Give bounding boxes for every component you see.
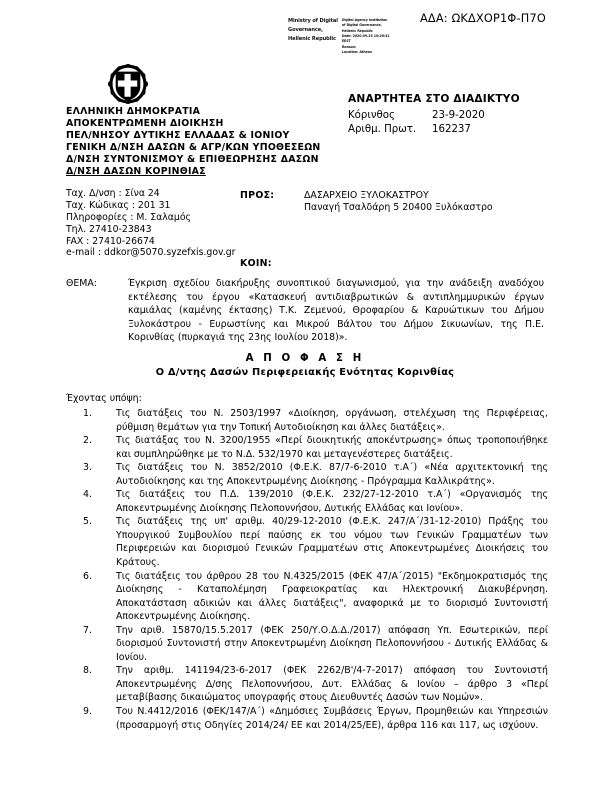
recipient-label: ΠΡΟΣ:	[240, 190, 275, 201]
signature-detail-line: EEST	[341, 39, 351, 44]
subject-block	[66, 277, 544, 345]
signature-authority-line: Ministry of Digital	[288, 18, 338, 24]
signature-detail-line: Hellenic Republic	[341, 28, 373, 33]
subject-label: ΘΕΜΑ:	[66, 278, 97, 289]
clause-text: Την αριθ. 15870/15.5.2017 (ΦΕΚ 250/Υ.Ο.Δ.Δ./2017) απόφαση Υπ. Εσωτερικών, περί διορισμού Συντονιστή στην Αποκεντρωμένη Διοίκηση Πελοποννήσου - Δυτικής Ελλάδας & Ιονίου.	[116, 624, 548, 663]
contact-phone: Τηλ. 27410-23843	[66, 223, 152, 235]
clause-number: 3.	[83, 462, 92, 474]
signature-detail-line: Digital Agency Institution	[341, 18, 388, 22]
signature-detail-lines	[342, 17, 390, 55]
contact-email: e-mail : ddkor@5070.syzefxis.gov.gr	[66, 247, 236, 259]
clause-text: Τις διατάξας του Ν. 3200/1955 «Περί διοικητικής αποκέντρωσης» όπως τροποποιήθηκε και συμπληρώθηκε με το Ν.Δ. 532/1970 και μεταγενέστερες διατάξεις.	[116, 435, 548, 460]
preamble-text: Έχοντας υπόψη:	[66, 393, 142, 404]
organisation-unit: Δ/ΝΣΗ ΔΑΣΩΝ ΚΟΡΙΝΘΙΑΣ	[66, 166, 206, 178]
cc-label: ΚΟΙΝ:	[240, 258, 272, 269]
clause-text: Τις διατάξεις του Π.Δ. 139/2010 (Φ.Ε.Κ. 232/27-12-2010 τ.Α΄) «Οργανισμός της Αποκεντρωμένης Διοίκησης Πελοποννήσου, Δυτικής Ελλάδας και Ιονίου».	[116, 489, 548, 514]
signature-authority-line: Governance,	[288, 26, 323, 33]
clause-item	[66, 515, 548, 569]
publication-place-label: Κόρινθος	[348, 109, 395, 121]
signature-detail-line: Date: 2020.09.23 10:26:31	[341, 33, 390, 38]
organisation-line: ΕΛΛΗΝΙΚΗ ΔΗΜΟΚΡΑΤΙΑ	[66, 106, 201, 117]
clause-number: 7.	[83, 624, 92, 636]
clause-item	[66, 407, 548, 434]
clause-item	[66, 664, 548, 705]
clause-number: 1.	[83, 408, 92, 419]
clause-text: Τις διατάξεις του Ν. 2503/1997 «Διοίκηση, οργάνωση, στελέχωση της Περιφέρειας, ρύθμιση θεμάτων για την Τοπική Αυτοδιοίκηση και άλλες διατάξεις».	[116, 408, 548, 433]
organisation-line: ΠΕΛ/ΝΗΣΟΥ ΔΥΤΙΚΗΣ ΕΛΛΑΔΑΣ & ΙΟΝΙΟΥ	[66, 130, 290, 142]
publication-title: ΑΝΑΡΤΗΤΕΑ ΣΤΟ ΔΙΑΔΙΚΤΥΟ	[348, 93, 520, 105]
clause-item	[66, 705, 548, 732]
organisation-line: ΑΠΟΚΕΝΤΡΩΜΕΝΗ ΔΙΟΙΚΗΣΗ	[66, 118, 224, 130]
decision-heading	[66, 353, 544, 378]
protocol-number: 162237	[432, 124, 471, 135]
protocol-label: Αριθμ. Πρωτ.	[348, 124, 417, 135]
clause-list	[66, 407, 548, 732]
publication-date: 23-9-2020	[432, 109, 485, 121]
clause-text: Την αριθμ. 141194/23-6-2017 (ΦΕΚ 2262/Β'/4-7-2017) απόφαση του Συντονιστή Αποκεντρωμένης Δ/σης Πελοποννήσου, Δυτ. Ελλάδας & Ιονίου – άρθρο 3 «Περί μεταβίβασης δικαιώματος υπογραφής στους Διευθυντές Δασών των Νομών».	[116, 665, 548, 704]
clause-item	[66, 624, 548, 665]
publication-protocol-row	[348, 123, 604, 138]
recipient-address: Παναγή Τσαλδάρη 5 20400 Ξυλόκαστρο	[304, 202, 493, 214]
recipient-lines	[304, 190, 493, 214]
document-top-row	[0, 12, 612, 66]
contact-fax: FAX : 27410-26674	[66, 235, 155, 247]
signature-detail-line: Location: Athens	[341, 49, 372, 54]
clause-number: 8.	[83, 665, 92, 677]
clause-number: 4.	[83, 489, 92, 501]
contact-info-officer: Πληροφορίες : Μ. Σαλαμός	[66, 211, 191, 223]
contact-postcode: Ταχ. Κώδικας : 201 31	[66, 199, 171, 211]
clause-number: 6.	[83, 570, 92, 582]
clause-text: Του Ν.4412/2016 (ΦΕΚ/147/Α΄) «Δημόσιες Συμβάσεις Έργων, Προμηθειών και Υπηρεσιών (προσαρμογή στις Οδηγίες 2014/24/ ΕΕ και 2014/25/ΕΕ), άρθρα 116 και 117, ως ισχύουν.	[116, 706, 548, 731]
contact-address: Ταχ. Δ/νση : Σίνα 24	[66, 188, 160, 199]
organisation-line: ΓΕΝΙΚΗ Δ/ΝΣΗ ΔΑΣΩΝ & ΑΓΡ/ΚΩΝ ΥΠΟΘΕΣΕΩΝ	[66, 142, 321, 154]
clause-text: Τις διατάξεις του άρθρου 28 του Ν.4325/2015 (ΦΕΚ 47/Α΄/2015) "Εκδημοκρατισμός της Διοίκησης - Καταπολέμηση Γραφειοκρατίας και Ηλεκτρονική Διακυβέρνηση. Αποκατάσταση αδικιών και άλλες διατάξεις", αναφορικά με το διορισμό Συντονιστή Αποκεντρωμένης Διοίκησης.	[116, 570, 548, 623]
publication-place-row	[348, 109, 604, 124]
signature-authority-line: Hellenic Republic	[288, 35, 336, 42]
clause-item	[66, 434, 548, 461]
clause-item	[66, 461, 548, 488]
signature-detail-line: of Digital Governance,	[341, 23, 382, 28]
subject-text: Έγκριση σχεδίου διακήρυξης συνοπτικού διαγωνισμού, για την ανάδειξη αναδόχου εκτέλεσης του έργου «Κατασκευή αντιδιαβρωτικών & αντιπλημμυρικών έργων καμιάλας (καμένης έκτασης) Τ.Κ. Ζεμενού, Θροφαρίου & Καρυώτικων του Δήμου Ξυλοκάστρου - Ευρωστίνης και Μικρού Βάλτου του Δήμου Σικυωνίων, της Π.Ε. Κορινθίας (πυρκαγιά της 23ης Ιουλίου 2018)».	[128, 278, 544, 344]
clause-text: Τις διατάξεις της υπ' αριθμ. 40/29-12-2010 (Φ.Ε.Κ. 247/Α΄/31-12-2010) Πράξης του Υπουργικού Συμβουλίου περί παύσης εκ του νόμου των Γενικών Γραμματέων των Περιφερειών και διορισμού Γενικών Γραμματέων στις Αποκεντρωμένες Διοικήσεις του Κράτους.	[116, 516, 548, 569]
publication-block	[348, 92, 604, 138]
hellenic-republic-coat-of-arms-icon	[106, 62, 150, 106]
clause-item	[66, 570, 548, 624]
digital-signature-stamp	[288, 17, 406, 61]
decision-subtitle: Ο Δ/ντης Δασών Περιφερειακής Ενότητας Κορινθίας	[155, 367, 455, 378]
clause-text: Τις διατάξεις του Ν. 3852/2010 (Φ.Ε.Κ. 87/7-6-2010 τ.Α΄) «Νέα αρχιτεκτονική της Αυτοδιοίκησης και της Αποκεντρωμένης Διοίκησης - Πρόγραμμα Καλλικράτης».	[116, 462, 548, 487]
recipient-name: ΔΑΣΑΡΧΕΙΟ ΞΥΛΟΚΑΣΤΡΟΥ	[304, 190, 429, 201]
clause-number: 2.	[83, 435, 92, 447]
decision-title: Α Π Ο Φ Α Σ Η	[245, 353, 365, 364]
clause-number: 5.	[83, 516, 92, 528]
clause-item	[66, 488, 548, 515]
issuing-organisation	[66, 106, 366, 178]
organisation-line: Δ/ΝΣΗ ΣΥΝΤΟΝΙΣΜΟΥ & ΕΠΙΘΕΩΡΗΣΗΣ ΔΑΣΩΝ	[66, 154, 319, 166]
signature-authority-lines	[288, 17, 338, 43]
clause-number: 9.	[83, 706, 92, 718]
signature-detail-line: Reason:	[341, 44, 357, 49]
ada-code: ΑΔΑ: ΩΚΔΧΟΡ1Φ-Π7Ο	[420, 12, 546, 25]
